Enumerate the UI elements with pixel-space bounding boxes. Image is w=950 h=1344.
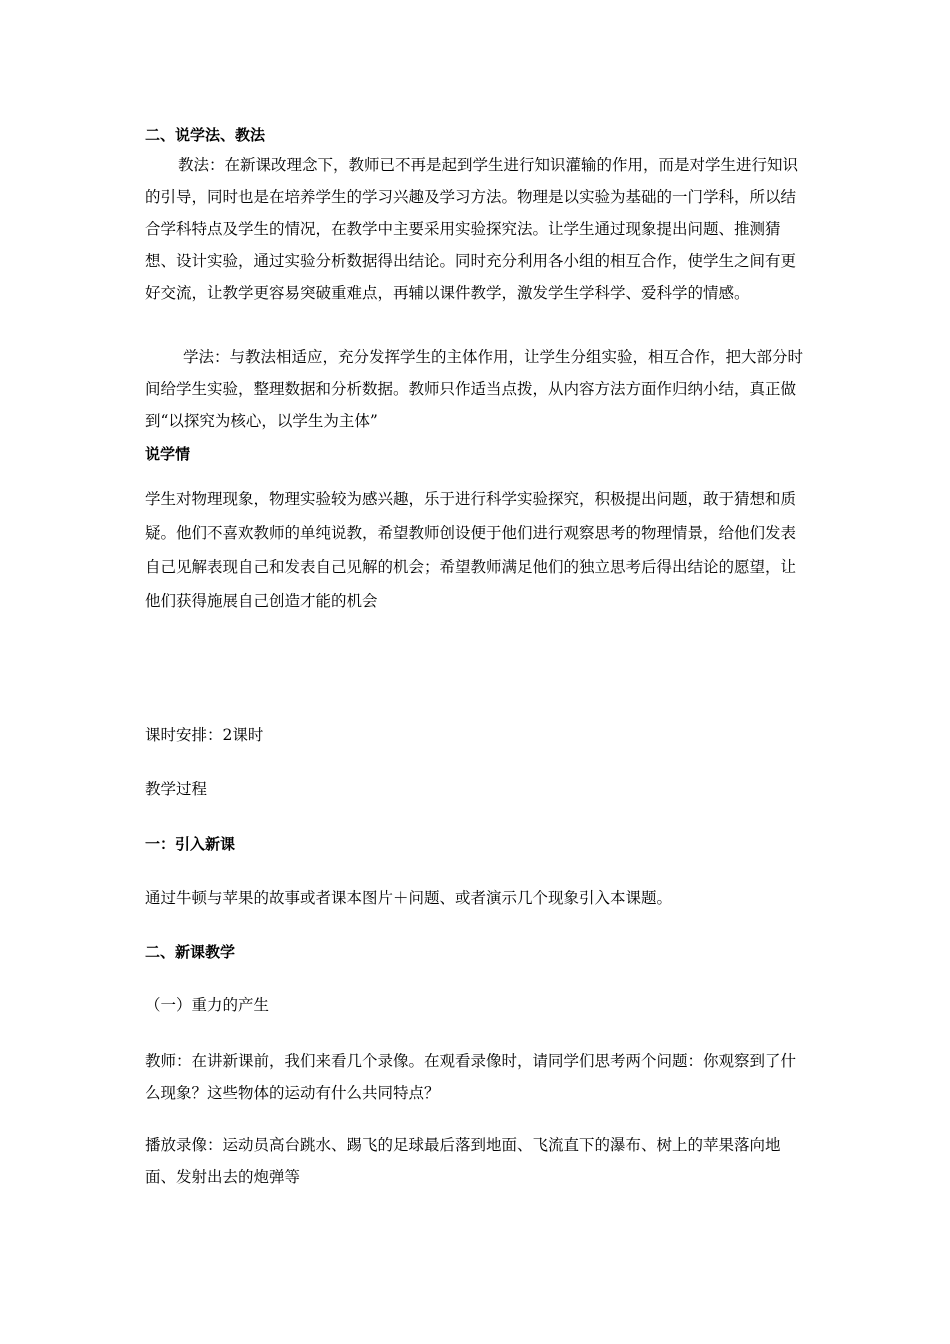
part2-heading: 二、新课教学 (145, 943, 236, 961)
section-heading-methods: 二、说学法、教法 (145, 126, 266, 144)
part2-subheading: （一）重力的产生 (145, 996, 270, 1014)
students-paragraph: 学生对物理现象，物理实验较为感兴趣，乐于进行科学实验探究，积极提出问题，敢于猜想和质疑。他们不喜欢教师的单纯说教，希望教师创设便于他们进行观察思考的物理情景，给他们发表自己见解表现自己和发表自己见解的机会；希望教师满足他们的独立思考后得出结论的愿望，让他们获得施展自己创造才能的机会 (145, 490, 797, 610)
process-title: 教学过程 (145, 780, 208, 798)
section-heading-students: 说学情 (145, 445, 191, 463)
part1-heading: 一：引入新课 (145, 835, 236, 853)
video-paragraph: 播放录像：运动员高台跳水、踢飞的足球最后落到地面、飞流直下的瀑布、树上的苹果落向地面、发射出去的炮弹等 (145, 1136, 781, 1186)
teaching-method-paragraph: 教法：在新课改理念下，教师已不再是起到学生进行知识灌输的作用，而是对学生进行知识的引导，同时也是在培养学生的学习兴趣及学习方法。物理是以实验为基础的一门学科，所以结合学科特点及学生的情况，在教学中主要采用实验探究法。让学生通过现象提出问题、推测猜想、设计实验，通过实验分析数据得出结论。同时充分利用各小组的相互合作，使学生之间有更好交流，让教学更容易突破重难点，再辅以课件教学，激发学生学科学、爱科学的情感。 (145, 156, 799, 302)
part1-body: 通过牛顿与苹果的故事或者课本图片＋问题、或者演示几个现象引入本课题。 (145, 889, 673, 907)
teacher-paragraph: 教师：在讲新课前，我们来看几个录像。在观看录像时，请同学们思考两个问题：你观察到了什么现象？这些物体的运动有什么共同特点？ (145, 1052, 797, 1102)
schedule-line: 课时安排：2课时 (145, 726, 264, 744)
learning-method-paragraph: 学法：与教法相适应，充分发挥学生的主体作用，让学生分组实验，相互合作，把大部分时间给学生实验，整理数据和分析数据。教师只作适当点拨，从内容方法方面作归纳小结，真正做到“以探究为核心，以学生为主体” (145, 348, 804, 430)
